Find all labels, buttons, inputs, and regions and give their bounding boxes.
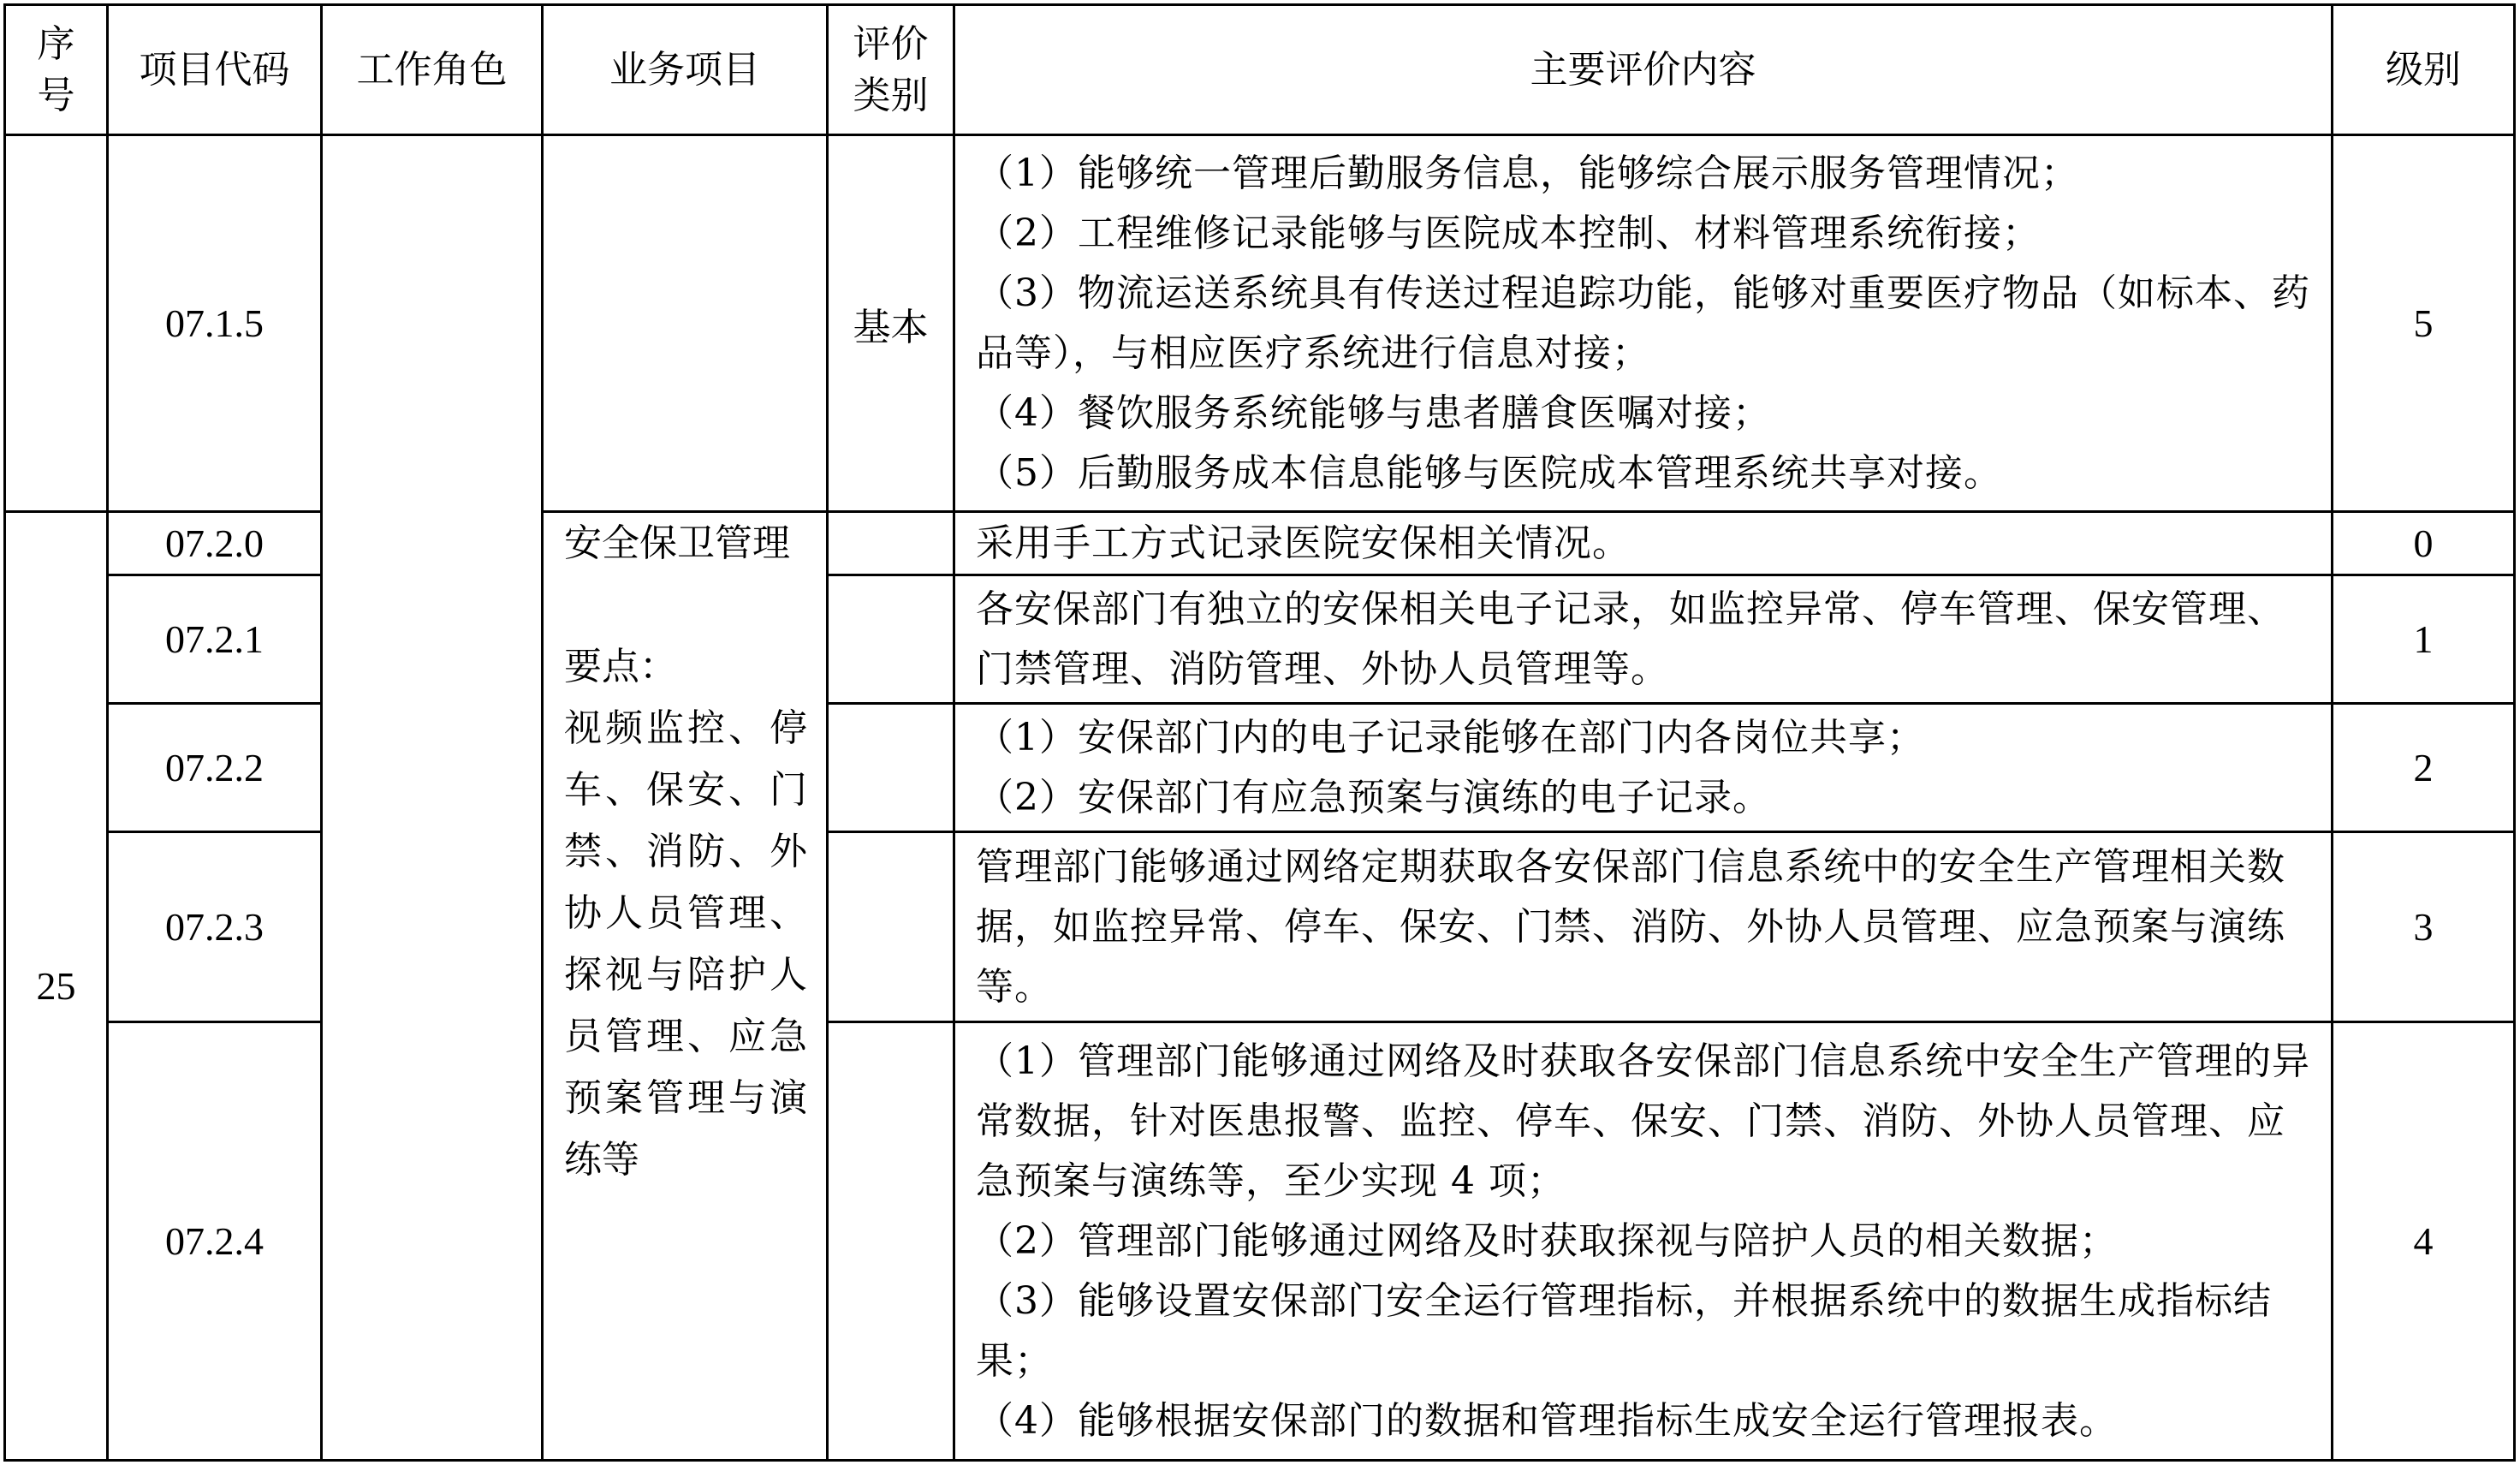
level-cell: 2 [2333,704,2515,832]
business-item-cell [543,512,828,1461]
level-cell: 0 [2333,512,2515,575]
content-line: （2）管理部门能够通过网络及时获取探视与陪护人员的相关数据； [976,1218,2118,1263]
content-cell [954,704,2333,832]
level-cell: 5 [2333,135,2515,512]
content-line: 管理部门能够通过网络定期获取各安保部门信息系统中的安全生产管理相关数据，如监控异常、停车、保安、门禁、消防、外协人员管理、应急预案与演练等。 [976,844,2285,1009]
content-line: （1）能够统一管理后勤服务信息，能够综合展示服务管理情况； [976,151,2079,195]
code-cell: 07.2.3 [108,832,322,1022]
business-points: 视频监控、停车、保安、门禁、消防、外协人员管理、探视与陪护人员管理、应急预案管理与演练等 [564,706,807,1182]
content-line: （4）能够根据安保部门的数据和管理指标生成安全运行管理报表。 [976,1398,2118,1443]
category-cell: 基本 [828,135,954,512]
category-cell-empty [828,832,954,1022]
category-cell-empty [828,512,954,575]
code-cell: 07.2.1 [108,575,322,704]
code-cell: 07.1.5 [108,135,322,512]
category-cell-empty [828,704,954,832]
content-line: （2）安保部门有应急预案与演练的电子记录。 [976,775,1771,819]
content-cell [954,832,2333,1022]
role-cell [322,135,543,1461]
content-cell [954,575,2333,704]
table-row-07-1-5 [5,135,2515,512]
content-line: 采用手工方式记录医院安保相关情况。 [976,521,1631,565]
business-cell-empty [543,135,828,512]
content-line: （2）工程维修记录能够与医院成本控制、材料管理系统衔接； [976,211,2041,255]
content-line: （5）后勤服务成本信息能够与医院成本管理系统共享对接。 [976,450,2002,495]
content-line: （1）管理部门能够通过网络及时获取各安保部门信息系统中安全生产管理的异常数据，针对医患报警、监控、停车、保安、门禁、消防、外协人员管理、应急预案与演练等，至少实现 4 项； [976,1039,2310,1203]
header-row [5,5,2515,135]
content-line: （3）能够设置安保部门安全运行管理指标，并根据系统中的数据生成指标结果； [976,1278,2272,1383]
header-business: 业务项目 [543,5,828,135]
content-line: （3）物流运送系统具有传送过程追踪功能，能够对重要医疗物品（如标本、药品等），与相应医疗系统进行信息对接； [976,271,2310,375]
code-cell: 07.2.4 [108,1022,322,1461]
seq-cell: 25 [5,512,108,1461]
header-code: 项目代码 [108,5,322,135]
level-cell: 3 [2333,832,2515,1022]
header-seq: 序号 [5,5,108,135]
seq-cell-empty [5,135,108,512]
header-role: 工作角色 [322,5,543,135]
category-cell-empty [828,575,954,704]
content-cell [954,512,2333,575]
content-line: 各安保部门有独立的安保相关电子记录，如监控异常、停车管理、保安管理、门禁管理、消防管理、外协人员管理等。 [976,587,2285,691]
content-line: （1）安保部门内的电子记录能够在部门内各岗位共享； [976,715,1925,759]
evaluation-table-container [3,3,2513,1459]
business-title: 安全保卫管理 [564,521,790,565]
code-cell: 07.2.2 [108,704,322,832]
content-cell [954,135,2333,512]
content-line: （4）餐饮服务系统能够与患者膳食医嘱对接； [976,390,1771,435]
evaluation-table [3,3,2516,1462]
header-level: 级别 [2333,5,2515,135]
level-cell: 4 [2333,1022,2515,1461]
level-cell: 1 [2333,575,2515,704]
content-cell [954,1022,2333,1461]
header-category: 评价类别 [828,5,954,135]
category-cell-empty [828,1022,954,1461]
code-cell: 07.2.0 [108,512,322,575]
header-content: 主要评价内容 [954,5,2333,135]
business-points-label: 要点： [564,645,677,688]
